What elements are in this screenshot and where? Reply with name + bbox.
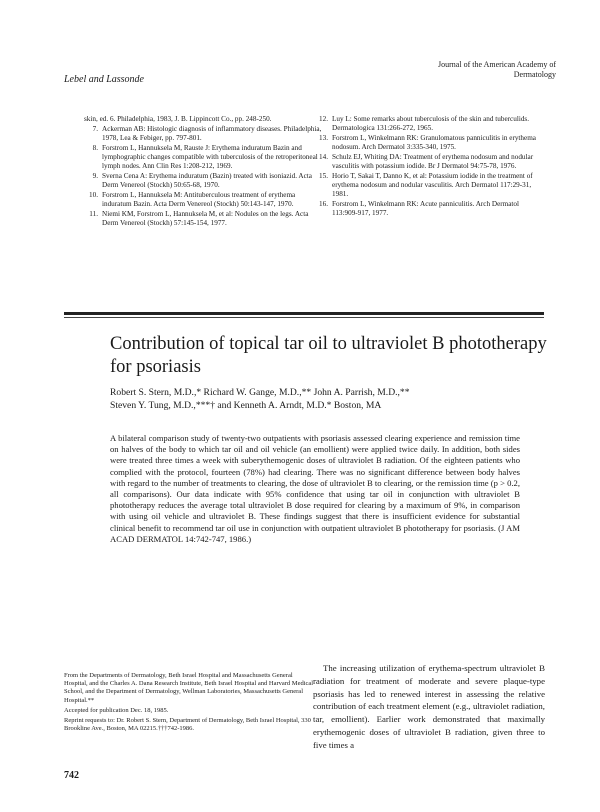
accepted-note: Accepted for publication Dec. 18, 1985.: [64, 706, 169, 714]
body-paragraph: The increasing utilization of erythema-spectrum ultraviolet B radiation for treatment of moderate and severe plaque-type psoriasis has led to renewed interest in assessing the relative contribution of each treatment element (e.g., ultraviolet radiation, tar, emollient). Earlier work demonstrated that maximally erythemogenic doses of ultraviolet B radiation, given three to five times a: [313, 663, 545, 750]
reference-item: [314, 153, 544, 171]
reference-number: 12.: [319, 115, 328, 123]
reference-item: [314, 134, 544, 152]
reference-item: [314, 200, 544, 218]
reference-number: 16.: [319, 200, 328, 208]
journal-name: Journal of the American Academy of Dermatology: [438, 60, 556, 79]
article-title: Contribution of topical tar oil to ultraviolet B phototherapy for psoriasis: [110, 334, 547, 377]
reference-item: [314, 115, 544, 133]
reference-text: Forstrom L, Winkelmann RK: Acute panniculitis. Arch Dermatol 113:909-917, 1977.: [332, 200, 520, 217]
reference-number: 8.: [92, 144, 98, 152]
reprint-note: Reprint requests to: Dr. Robert S. Stern, Department of Dermatology, Beth Israel Hospital, 330 Brookline Ave., Boston, MA 02215.†††742-1986.: [64, 717, 311, 733]
reference-number: 7.: [92, 125, 98, 133]
authors-line-2: Steven Y. Tung, M.D.,***† and Kenneth A. Arndt, M.D.* Boston, MA: [110, 400, 382, 411]
reference-text: skin, ed. 6. Philadelphia, 1983, J. B. Lippincott Co., pp. 248-250.: [84, 115, 272, 123]
reference-item: [84, 144, 324, 171]
references-left-column: [84, 115, 324, 229]
reference-number: 10.: [89, 191, 98, 199]
section-divider-thin: [64, 317, 544, 318]
abstract: A bilateral comparison study of twenty-two outpatients with psoriasis assessed clearing experience and remission time on halves of the body to which tar oil and oil vehicle (an emollient) were applied twice daily. In addition, both sides were treated three times a week with suberythemogenic doses of ultraviolet B radiation. Of the eighteen patients who complied with the protocol, fourteen (78%) had clearing. There was no significant difference between body halves with regard to the number of treatments to clearing, the dose of ultraviolet B to clearing, or the remission time (p > 0.2, all comparisons). Our data indicate with 95% confidence that using tar oil in conjunction with ultraviolet B phototherapy reduces the average total ultraviolet B dose required for clearing by a maximum of 9%, in comparison with using oil vehicle and ultraviolet B. These findings suggest that there is insufficient evidence for substantial clinical benefit to recommend tar oil use in conjunction with outpatient ultraviolet B phototherapy for psoriasis. (J AM ACAD DERMATOL 14:742-747, 1986.): [110, 433, 520, 544]
reference-text: Luy L: Some remarks about tuberculosis of the skin and tuberculids. Dermatologica 131:266-272, 1965.: [332, 115, 530, 132]
reference-text: Horio T, Sakai T, Danno K, et al: Potassium iodide in the treatment of erythema nodosum and nodular vasculitis. Arch Dermatol 117:29-31, 1981.: [332, 172, 533, 198]
reference-text: Forstrom L, Hannuksela M, Rauste J: Erythema induratum Bazin and lymphographic changes compatible with tuberculosis of the retroperitoneal lymph nodes. Ann Clin Res 1:208-212, 1969.: [102, 144, 318, 170]
page-number: 742: [64, 770, 79, 781]
reference-number: 13.: [319, 134, 328, 142]
reference-number: 15.: [319, 172, 328, 180]
reference-number: 14.: [319, 153, 328, 161]
section-divider: [64, 312, 544, 315]
reference-item: [84, 191, 324, 209]
reference-item: [314, 172, 544, 199]
reference-text: Forstrom L, Hannuksela M: Antituberculous treatment of erythema induratum Bazin. Acta Derm Venereol (Stockh) 50:143-147, 1970.: [102, 191, 296, 208]
authors-line-1: Robert S. Stern, M.D.,* Richard W. Gange, M.D.,** John A. Parrish, M.D.,**: [110, 387, 410, 398]
reference-number: 11.: [89, 210, 98, 218]
author-list: [110, 386, 550, 412]
reference-text: Ackerman AB: Histologic diagnosis of inflammatory diseases. Philadelphia, 1978, Lea & Febiger, pp. 797-801.: [102, 125, 322, 142]
reference-item: [84, 210, 324, 228]
running-head: Lebel and Lassonde: [64, 74, 144, 85]
references-right-column: [314, 115, 544, 219]
reference-text: Niemi KM, Forstrom L, Hannuksela M, et al: Nodules on the legs. Acta Derm Venereol (Stockh) 57:145-154, 1977.: [102, 210, 309, 227]
reference-continuation: [84, 115, 324, 124]
affiliation-note: From the Departments of Dermatology, Beth Israel Hospital and Massachusetts General Hospital, and the Charles A. Dana Research Institute, Beth Israel Hospital and Harvard Medical School, and the Department of Dermatology, Wellman Laboratories, Massachusetts General Hospital.**: [64, 672, 314, 704]
reference-item: [84, 172, 324, 190]
reference-number: 9.: [92, 172, 98, 180]
reference-text: Sverna Cena A: Erythema induratum (Bazin) treated with isoniazid. Acta Derm Venereol (Stockh) 50:65-68, 1970.: [102, 172, 312, 189]
reference-item: [84, 125, 324, 143]
reference-text: Schulz EJ, Whiting DA: Treatment of erythema nodosum and nodular vasculitis with potassium iodide. Br J Dermatol 94:75-78, 1976.: [332, 153, 534, 170]
reference-text: Forstrom L, Winkelmann RK: Granulomatous panniculitis in erythema nodosum. Arch Dermatol 3:335-340, 1975.: [332, 134, 536, 151]
footnotes: [64, 672, 314, 735]
